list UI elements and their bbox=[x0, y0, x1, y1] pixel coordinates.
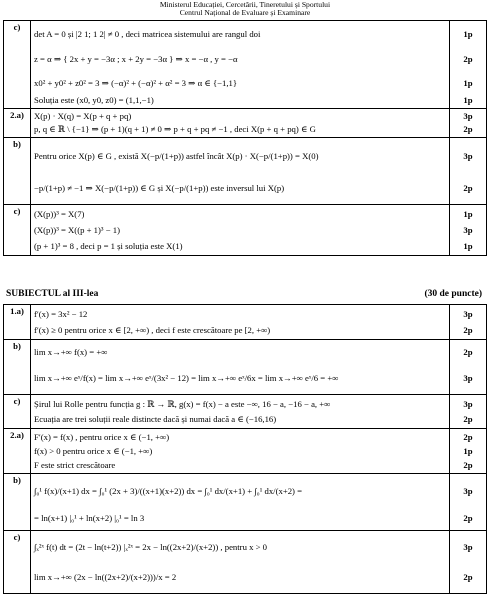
points-cell bbox=[450, 205, 487, 256]
math-expression: = ln(x+1) |₀¹ + ln(x+2) |₀¹ = ln 3 bbox=[34, 512, 145, 523]
solution-cell bbox=[31, 429, 450, 474]
solution-cell bbox=[31, 138, 450, 205]
solution-line bbox=[34, 110, 446, 123]
solution-line bbox=[34, 238, 446, 254]
table-row bbox=[4, 138, 487, 205]
points-value: 3p bbox=[463, 541, 473, 552]
math-expression: −p/(1+p) ≠ −1 ⇒ X(−p/(1+p)) ∈ G și X(−p/(1+p)) este inversul lui X(p) bbox=[34, 182, 285, 193]
points-value: 3p bbox=[463, 485, 473, 496]
math-expression: x0² + y0² + z0² = 3 ⇒ (−α)² + (−α)² + α² = 3 ⇒ α ∈ {−1,1} bbox=[34, 77, 238, 88]
solution-line bbox=[34, 73, 446, 93]
solution-line bbox=[34, 475, 446, 507]
points-value: 3p bbox=[463, 111, 473, 121]
table-row bbox=[4, 531, 487, 594]
points-cell bbox=[450, 429, 487, 474]
math-expression: Pentru orice X(p) ∈ G , există X(−p/(1+p)) astfel încât X(p) · X(−p/(1+p)) = X(0) bbox=[34, 150, 319, 161]
solution-cell bbox=[31, 395, 450, 429]
table-row bbox=[4, 305, 487, 340]
solution-line bbox=[34, 306, 446, 322]
solution-line bbox=[34, 222, 446, 238]
points-cell bbox=[450, 474, 487, 531]
item-label: c) bbox=[4, 21, 31, 109]
points-cell bbox=[450, 531, 487, 594]
points-cell bbox=[450, 138, 487, 205]
math-expression: f′(x) = 3x² − 12 bbox=[34, 308, 88, 319]
points-value: 2p bbox=[463, 571, 473, 582]
table-row bbox=[4, 109, 487, 138]
item-label: 2.a) bbox=[4, 109, 31, 138]
points-value: 2p bbox=[463, 512, 473, 523]
math-expression: (X(p))³ = X((p + 1)³ − 1) bbox=[34, 224, 121, 235]
math-expression: F′(x) = f(x) , pentru orice x ∈ (−1, +∞) bbox=[34, 431, 170, 442]
points-value: 2p bbox=[463, 124, 473, 134]
center-line: Centrul Național de Evaluare și Examinare bbox=[179, 8, 311, 18]
table-row bbox=[4, 429, 487, 474]
points-cell bbox=[450, 340, 487, 395]
math-expression: z = α ⇒ { 2x + y = −3α ; x + 2y = −3α } ⇒ x = −α , y = −α bbox=[34, 54, 238, 64]
points-cell bbox=[450, 305, 487, 340]
points-value: 1p bbox=[463, 208, 473, 219]
table-row bbox=[4, 474, 487, 531]
math-expression: (X(p))³ = X(7) bbox=[34, 208, 85, 219]
points-value: 3p bbox=[463, 308, 473, 319]
solution-line bbox=[34, 93, 446, 107]
points-value: 3p bbox=[463, 398, 473, 409]
item-label: b) bbox=[4, 138, 31, 205]
points-value: 2p bbox=[463, 431, 473, 442]
points-value: 1p bbox=[463, 28, 473, 39]
solution-cell bbox=[31, 305, 450, 340]
solution-line bbox=[34, 139, 446, 173]
grading-table-top bbox=[3, 20, 487, 256]
section-heading: SUBIECTUL al III-lea bbox=[6, 289, 99, 299]
item-label: b) bbox=[4, 474, 31, 531]
points-value: 2p bbox=[463, 182, 473, 193]
solution-cell bbox=[31, 109, 450, 138]
item-label: c) bbox=[4, 395, 31, 429]
points-cell bbox=[450, 109, 487, 138]
solution-line bbox=[34, 123, 446, 136]
item-label: b) bbox=[4, 340, 31, 395]
solution-line bbox=[34, 206, 446, 222]
solution-line bbox=[34, 507, 446, 529]
solution-line bbox=[34, 322, 446, 338]
math-expression: ∫₀¹ f(x)/(x+1) dx = ∫₀¹ (2x + 3)/((x+1)(x+2)) dx = ∫₀¹ dx/(x+1) + ∫₀¹ dx/(x+2) = bbox=[34, 485, 303, 496]
solution-line bbox=[34, 430, 446, 444]
solution-line bbox=[34, 22, 446, 46]
page-header bbox=[0, 0, 490, 18]
solution-cell bbox=[31, 21, 450, 109]
math-expression: p, q ∈ ℝ \ {−1} ⇒ (p + 1)(q + 1) ≠ 0 ⇒ p + q + pq ≠ −1 , deci X(p + q + pq) ∈ G bbox=[34, 124, 316, 134]
table-row bbox=[4, 21, 487, 109]
table-row bbox=[4, 340, 487, 395]
points-cell bbox=[450, 21, 487, 109]
table-row bbox=[4, 395, 487, 429]
points-value: 3p bbox=[463, 372, 473, 383]
points-value: 1p bbox=[463, 445, 473, 456]
points-value: 2p bbox=[463, 54, 473, 64]
solution-line bbox=[34, 173, 446, 203]
math-expression: X(p) · X(q) = X(p + q + pq) bbox=[34, 111, 132, 121]
solution-line bbox=[34, 396, 446, 412]
math-expression: lim x→+∞ f(x) = +∞ bbox=[34, 346, 108, 357]
points-value: 1p bbox=[463, 240, 473, 251]
item-label: c) bbox=[4, 205, 31, 256]
math-expression: f(x) > 0 pentru orice x ∈ (−1, +∞) bbox=[34, 445, 153, 456]
solution-line bbox=[34, 458, 446, 472]
solution-line bbox=[34, 532, 446, 562]
points-value: 1p bbox=[463, 77, 473, 88]
math-expression: lim x→+∞ eˣ/f(x) = lim x→+∞ eˣ/(3x² − 12) = lim x→+∞ eˣ/6x = lim x→+∞ eˣ/6 = +∞ bbox=[34, 372, 339, 383]
solution-line bbox=[34, 341, 446, 363]
points-value: 2p bbox=[463, 324, 473, 335]
math-expression: Șirul lui Rolle pentru funcția g : ℝ → ℝ, g(x) = f(x) − a este −∞, 16 − a, −16 − a, +∞ bbox=[34, 398, 331, 409]
math-expression: Soluția este (x0, y0, z0) = (1,1,−1) bbox=[34, 94, 154, 105]
points-value: 3p bbox=[463, 150, 473, 161]
section-title bbox=[6, 289, 482, 299]
points-value: 3p bbox=[463, 224, 473, 235]
points-value: 2p bbox=[463, 459, 473, 470]
solution-line bbox=[34, 46, 446, 73]
math-expression: (p + 1)³ = 8 , deci p = 1 și soluția este X(1) bbox=[34, 240, 183, 251]
math-expression: det A = 0 și |2 1; 1 2| ≠ 0 , deci matricea sistemului are rangul doi bbox=[34, 28, 261, 39]
section-points: (30 de puncte) bbox=[424, 289, 482, 299]
solution-line bbox=[34, 444, 446, 458]
solution-cell bbox=[31, 474, 450, 531]
math-expression: ∫ₓ²ˣ f(t) dt = (2t − ln(t+2)) |ₓ²ˣ = 2x − ln((2x+2)/(x+2)) , pentru x > 0 bbox=[34, 541, 268, 552]
solution-line bbox=[34, 363, 446, 393]
solution-cell bbox=[31, 340, 450, 395]
points-value: 2p bbox=[463, 414, 473, 424]
solution-line bbox=[34, 412, 446, 427]
grading-table-bottom bbox=[3, 304, 487, 594]
solution-line bbox=[34, 562, 446, 592]
item-label: 2.a) bbox=[4, 429, 31, 474]
points-cell bbox=[450, 395, 487, 429]
math-expression: Ecuația are trei soluții reale distincte dacă și numai dacă a ∈ (−16,16) bbox=[34, 414, 277, 424]
points-value: 1p bbox=[463, 94, 473, 105]
math-expression: f′(x) ≥ 0 pentru orice x ∈ [2, +∞) , deci f este crescătoare pe [2, +∞) bbox=[34, 324, 271, 335]
item-label: c) bbox=[4, 531, 31, 594]
points-value: 2p bbox=[463, 346, 473, 357]
item-label: 1.a) bbox=[4, 305, 31, 340]
solution-cell bbox=[31, 205, 450, 256]
solution-cell bbox=[31, 531, 450, 594]
table-row bbox=[4, 205, 487, 256]
ministry-line: Ministerul Educației, Cercetării, Tineretului și Sportului bbox=[159, 0, 331, 9]
math-expression: lim x→+∞ (2x − ln((2x+2)/(x+2)))/x = 2 bbox=[34, 571, 177, 582]
math-expression: F este strict crescătoare bbox=[34, 459, 116, 470]
